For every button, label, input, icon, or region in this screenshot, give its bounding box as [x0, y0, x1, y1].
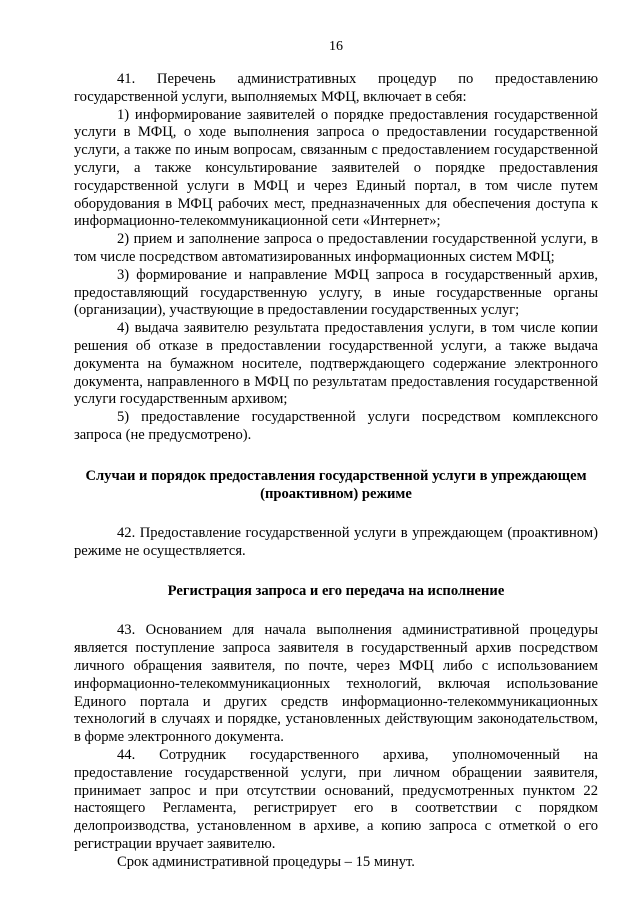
paragraph-41-item-4: 4) выдача заявителю результата предоставления услуги, в том числе копии решения об отказе в предоставлении государственной услуги, а также выдача документа на бумажном носителе, подтверждающего содержание электронного документа, направленного в МФЦ по результатам предоставления государственной услуги государственным архивом; [74, 320, 598, 408]
paragraph-41-item-1: 1) информирование заявителей о порядке предоставления государственной услуги в МФЦ, о ходе выполнения запроса о предоставлении государственной услуги, а также по иным вопросам, связанным с предоставлением государственной услуги, а также консультирование заявителей о порядке предоставления государственной услуги в МФЦ и через Единый портал, в том числе путем оборудования в МФЦ рабочих мест, предназначенных для обеспечения доступа к информационно-телекоммуникационной сети «Интернет»; [74, 106, 598, 230]
paragraph-43: 43. Основанием для начала выполнения административной процедуры является поступление запроса заявителя в государственный архив посредством личного обращения заявителя, по почте, через МФЦ либо с использованием информационно-телекоммуникационных технологий, включая использование Единого портала и других средств информационно-телекоммуникационных технологий в случаях и порядке, установленных действующим законодательством, в форме электронного документа. [74, 622, 598, 746]
paragraph-44: 44. Сотрудник государственного архива, уполномоченный на предоставление государственной услуги, при личном обращении заявителя, принимает запрос и при отсутствии оснований, предусмотренных пунктом 22 настоящего Регламента, регистрирует его в соответствии с порядком делопроизводства, установленном в архиве, а копию запроса с отметкой о его регистрации вручает заявителю. [74, 746, 598, 852]
page-number: 16 [329, 39, 343, 54]
paragraph-41-intro: 41. Перечень административных процедур по предоставлению государственной услуги, выполняемых МФЦ, включает в себя: [74, 71, 598, 105]
paragraph-41-item-5: 5) предоставление государственной услуги посредством комплексного запроса (не предусмотрено). [74, 409, 598, 443]
paragraph-41-item-2: 2) прием и заполнение запроса о предоставлении государственной услуги, в том числе посредством автоматизированных информационных систем МФЦ; [74, 231, 598, 265]
section-heading-proactive: Случаи и порядок предоставления государственной услуги в упреждающем (проактивном) режиме [85, 467, 587, 502]
paragraph-44-term: Срок административной процедуры – 15 минут. [117, 853, 415, 870]
section-heading-registration: Регистрация запроса и его передача на исполнение [167, 583, 505, 600]
document-page [74, 38, 598, 871]
paragraph-42: 42. Предоставление государственной услуги в упреждающем (проактивном) режиме не осуществляется. [74, 524, 598, 559]
paragraph-41-item-3: 3) формирование и направление МФЦ запроса в государственный архив, предоставляющий государственную услугу, в иные государственные органы (организации), участвующие в предоставлении государственных услуг; [74, 266, 598, 319]
